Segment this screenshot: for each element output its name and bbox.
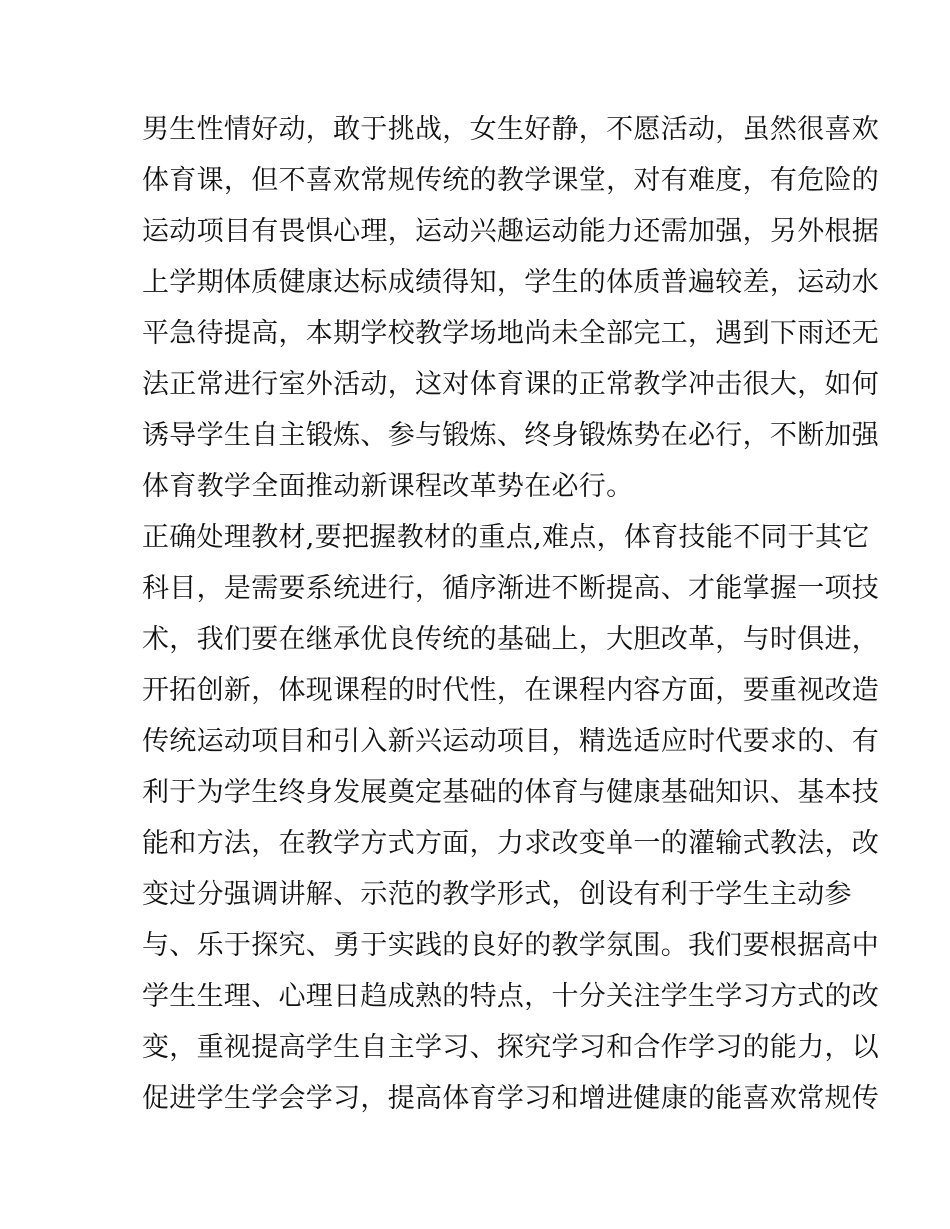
- text-line-16: 变过分强调讲解、示范的教学形式，创设有利于学生主动参: [142, 879, 852, 910]
- text-line-14: 利于为学生终身发展奠定基础的体育与健康基础知识、基本技: [142, 777, 880, 808]
- text-line-20: 促进学生学会学习，提高体育学习和增进健康的能喜欢常规传: [142, 1083, 880, 1114]
- text-line-6: 法正常进行室外活动，这对体育课的正常教学冲击很大，如何: [142, 369, 880, 400]
- text-line-13: 传统运动项目和引入新兴运动项目，精选适应时代要求的、有: [142, 726, 880, 757]
- text-line-10: 科目，是需要系统进行，循序渐进不断提高、才能掌握一项技: [142, 573, 880, 604]
- text-line-17: 与、乐于探究、勇于实践的良好的教学氛围。我们要根据高中: [142, 930, 880, 961]
- text-line-15: 能和方法，在教学方式方面，力求改变单一的灌输式教法，改: [142, 828, 880, 859]
- text-line-3: 运动项目有畏惧心理，运动兴趣运动能力还需加强，另外根据: [142, 216, 880, 247]
- body-text: [142, 104, 880, 1124]
- text-line-11: 术，我们要在继承优良传统的基础上，大胆改革，与时俱进，: [142, 624, 880, 655]
- text-line-18: 学生生理、心理日趋成熟的特点，十分关注学生学习方式的改: [142, 981, 880, 1012]
- text-line-9: 正确处理教材,要把握教材的重点,难点，体育技能不同于其它: [142, 522, 870, 553]
- text-line-4: 上学期体质健康达标成绩得知，学生的体质普遍较差，运动水: [142, 267, 880, 298]
- text-line-19: 变，重视提高学生自主学习、探究学习和合作学习的能力，以: [142, 1032, 880, 1063]
- text-line-8: 体育教学全面推动新课程改革势在必行。: [142, 471, 634, 502]
- text-line-7: 诱导学生自主锻炼、参与锻炼、终身锻炼势在必行，不断加强: [142, 420, 880, 451]
- text-line-5: 平急待提高，本期学校教学场地尚未全部完工，遇到下雨还无: [142, 318, 880, 349]
- text-line-12: 开拓创新，体现课程的时代性，在课程内容方面，要重视改造: [142, 675, 880, 706]
- text-line-1: 男生性情好动，敢于挑战，女生好静，不愿活动，虽然很喜欢: [142, 114, 880, 145]
- text-line-2: 体育课，但不喜欢常规传统的教学课堂，对有难度，有危险的: [142, 165, 880, 196]
